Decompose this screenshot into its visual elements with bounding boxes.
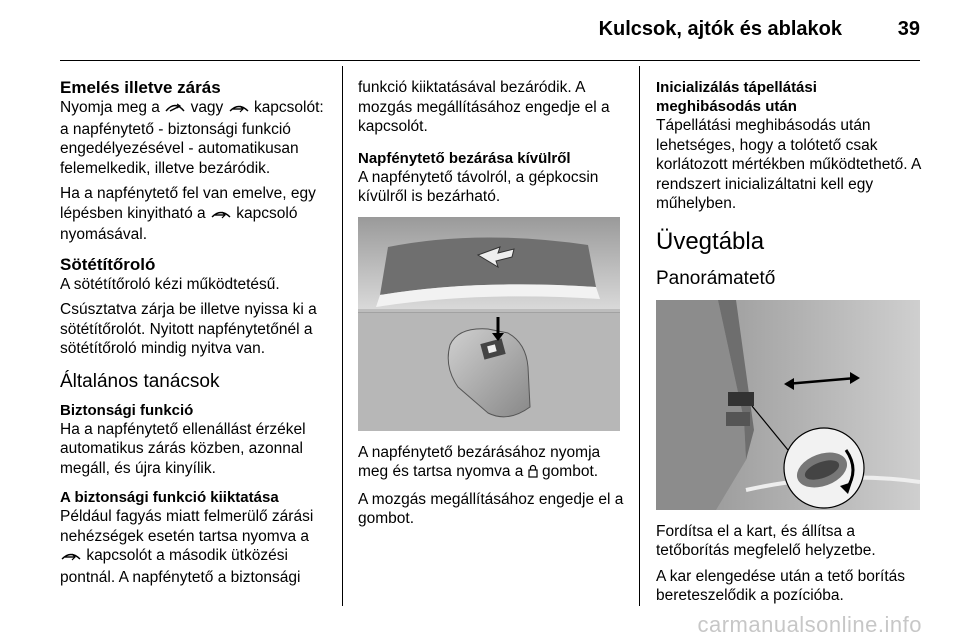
column-divider-1 xyxy=(342,66,343,606)
paragraph-turn-lever: Fordítsa el a kart, és állítsa a tetőborítás megfelelő helyzetbe. xyxy=(656,522,876,559)
text: kapcsoló nyomásával. xyxy=(60,204,298,243)
text: vagy xyxy=(190,99,224,116)
subheading-override-safety: A biztonsági funkció kiiktatása xyxy=(60,489,279,506)
column-3 xyxy=(656,66,926,612)
remote-key-figure xyxy=(358,217,620,431)
sunroof-slide-icon xyxy=(210,206,232,226)
header-divider xyxy=(60,60,920,61)
paragraph-override-safety xyxy=(60,507,332,587)
text: gombot. xyxy=(542,463,599,480)
subheading-initialization: Inicializálás tápellátási meghibásodás után xyxy=(656,79,817,115)
section-heading-panoramic-roof: Panorámatető xyxy=(656,267,776,289)
column-1 xyxy=(60,66,332,593)
section-heading-general: Általános tanácsok xyxy=(60,370,220,392)
text: kapcsolót: a napfénytető - biztonsági funkció engedélyezésével - automatikusan felemelkedik, illetve bezáródik. xyxy=(60,99,324,177)
text: Például fagyás miatt felmerülő zárási nehézségek esetén tartsa nyomva a xyxy=(60,508,314,545)
paragraph-open-one-step xyxy=(60,184,332,245)
subheading-close-from-outside: Napfénytető bezárása kívülről xyxy=(358,149,571,167)
section-heading-lift-close: Emelés illetve zárás xyxy=(60,78,221,97)
text: A napfénytető bezárásához nyomja meg és tartsa nyomva a xyxy=(358,443,601,480)
section-heading-sunblind: Sötétítőroló xyxy=(60,254,156,274)
paragraph-sunblind-manual: A sötétítőroló kézi működtetésű. xyxy=(60,275,280,293)
paragraph-lift-close xyxy=(60,98,332,178)
sunroof-tilt-icon xyxy=(164,100,186,120)
page-header xyxy=(0,0,960,62)
paragraph-safety-function: Ha a napfénytető ellenállást érzékel automatikus zárás közben, azonnal megáll, és újra kinyílik. xyxy=(60,420,306,477)
subheading-safety-function: Biztonsági funkció xyxy=(60,401,194,419)
section-heading-glass-panel: Üvegtábla xyxy=(656,227,765,255)
paragraph-release-button: A mozgás megállításához engedje el a gombot. xyxy=(358,490,624,527)
key-lock-icon xyxy=(528,464,538,484)
column-2 xyxy=(358,66,624,535)
chapter-title: Kulcsok, ajtók és ablakok xyxy=(598,18,842,40)
panoramic-roof-figure xyxy=(656,300,920,510)
text: Nyomja meg a xyxy=(60,99,160,116)
text: Ha a napfénytető fel van emelve, egy lépésben kinyitható a xyxy=(60,185,316,222)
watermark: carmanualsonline.info xyxy=(697,612,922,637)
paragraph-sunblind-slide: Csúsztatva zárja be illetve nyissa ki a sötétítőrolót. Nyitott napfénytetőnél a sötétítőroló mindig nyitva van. xyxy=(60,301,317,357)
page-number: 39 xyxy=(897,18,920,40)
sunroof-slide-icon xyxy=(60,548,82,568)
paragraph-release-lever: A kar elengedése után a tető borítás bereteszelődik a pozícióba. xyxy=(656,567,906,604)
paragraph-close-remote: A napfénytető távolról, a gépkocsin kívülről is bezárható. xyxy=(358,168,599,205)
paragraph-initialization: Tápellátási meghibásodás után lehetséges, hogy a tolótető csak korlátozott mértékben működtethető. A rendszert inicializáltatni kell egy műhelyben. xyxy=(656,117,921,212)
paragraph-override-continued: funkció kiiktatásával bezáródik. A mozgás megállításához engedje el a kapcsolót. xyxy=(358,79,610,135)
paragraph-press-button xyxy=(358,443,624,484)
sunroof-slide-icon xyxy=(228,100,250,120)
text: kapcsolót a második ütközési pontnál. A napfénytető a biztonsági xyxy=(60,547,301,586)
column-divider-2 xyxy=(639,66,640,606)
